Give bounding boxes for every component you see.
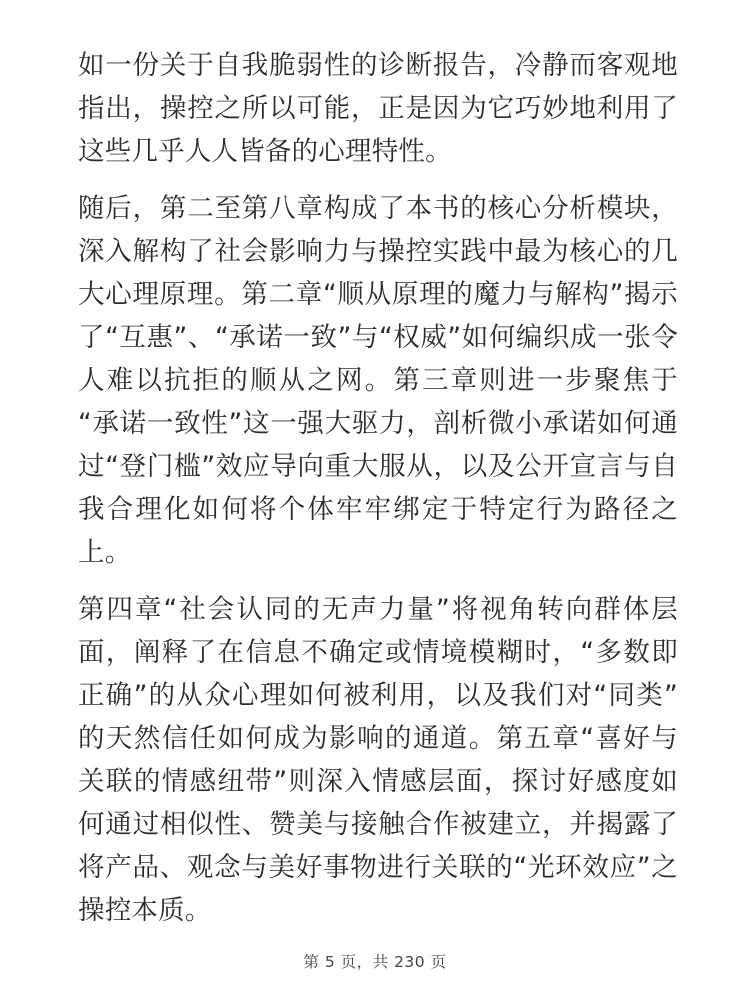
- paragraph: 随后，第二至第八章构成了本书的核心分析模块，深入解构了社会影响力与操控实践中最为核心的几大心理原理。第二章“顺从原理的魔力与解构”揭示了“互惠”、“承诺一致”与“权威”如何编织成一张令人难以抗拒的顺从之网。第三章则进一步聚焦于“承诺一致性”这一强大驱力，剖析微小承诺如何通过“登门槛”效应导向重大服从，以及公开宣言与自我合理化如何将个体牢牢绑定于特定行为路径之上。: [78, 193, 678, 568]
- page-footer: 第 5 页，共 230 页: [303, 953, 447, 971]
- paragraph: 如一份关于自我脆弱性的诊断报告，冷静而客观地指出，操控之所以可能，正是因为它巧妙地利用了这些几乎人人皆备的心理特性。: [78, 50, 678, 167]
- paragraph: 第四章“社会认同的无声力量”将视角转向群体层面，阐释了在信息不确定或情境模糊时，“多数即正确”的从众心理如何被利用，以及我们对“同类”的天然信任如何成为影响的通道。第五章“喜好与关联的情感纽带”则深入情感层面，探讨好感度如何通过相似性、赞美与接触合作被建立，并揭露了将产品、观念与美好事物进行关联的“光环效应”之操控本质。: [78, 594, 678, 926]
- page-body: [78, 44, 678, 932]
